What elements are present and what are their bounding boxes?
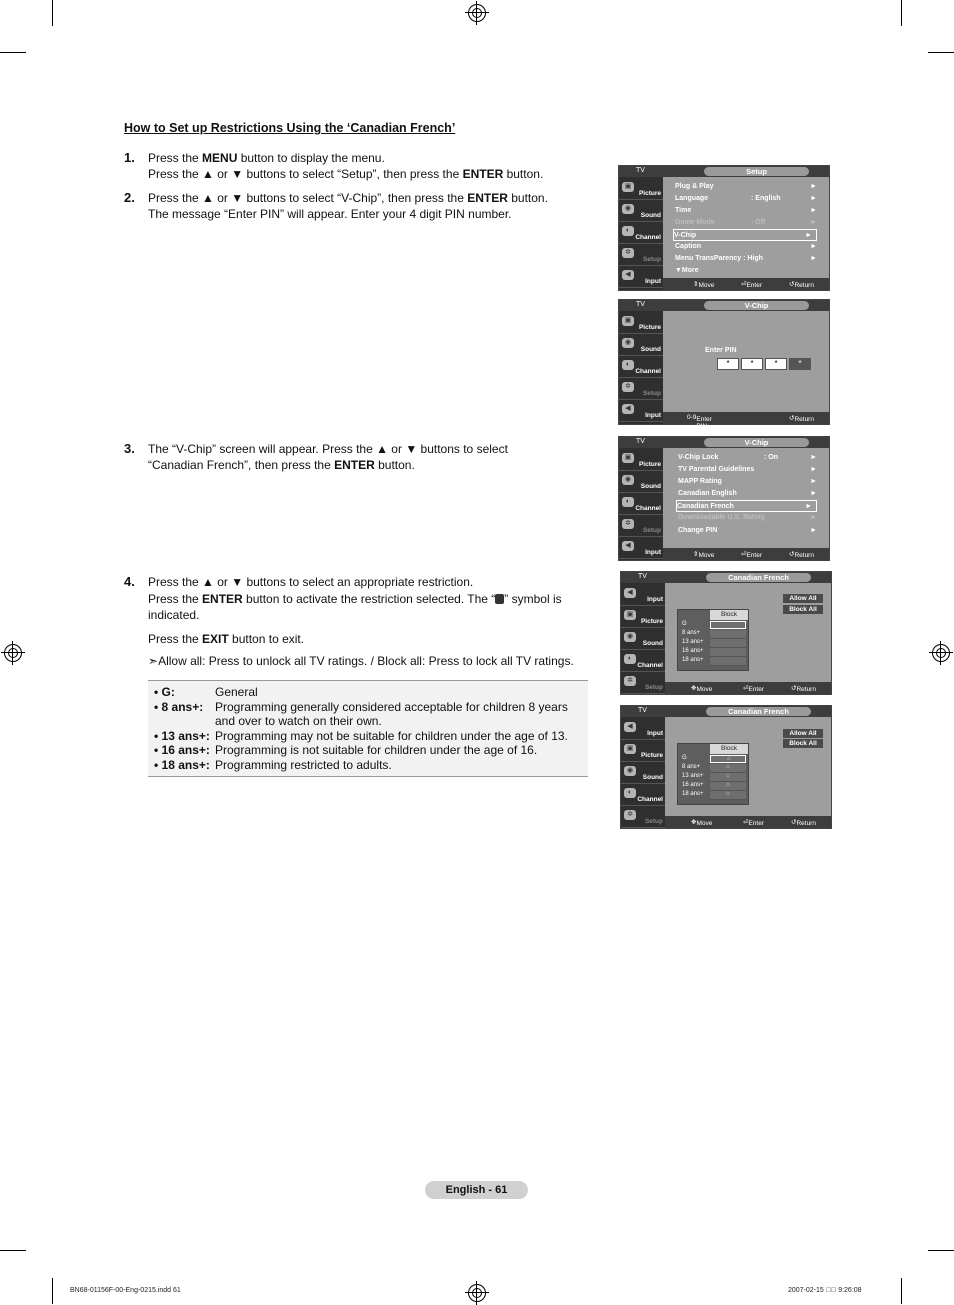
step-3-text: [148, 441, 608, 473]
tv-screen-pin: [618, 299, 830, 430]
tv-sidebar: [621, 717, 665, 828]
tv-menu-body: [663, 177, 829, 278]
side-item-setup[interactable]: ✲ Setup: [621, 673, 665, 694]
menu-item-time[interactable]: Time ►: [675, 205, 821, 217]
gear-icon: ✲: [624, 810, 636, 820]
arrow-right-icon: ►: [810, 454, 817, 461]
timestamp-slug: 2007-02-15 ￿￿ 9:26:08: [788, 1287, 862, 1294]
sound-icon: ◉: [624, 766, 636, 776]
menu-item-transparency[interactable]: Menu TransParency : High ►: [675, 253, 821, 265]
rating-key: 16 ans+:: [161, 743, 210, 757]
nav-enter: ⏎ Enter: [741, 551, 762, 559]
menu-item-tv-parental[interactable]: TV Parental Guidelines ►: [678, 464, 821, 476]
step-number: 3.: [124, 441, 135, 456]
nav-return: ↺ Return: [791, 819, 816, 827]
tv-bottom-bar: [663, 412, 829, 430]
arrow-right-icon: ►: [810, 183, 817, 190]
picture-icon: ▣: [624, 744, 636, 754]
block-header: Block: [710, 610, 748, 620]
rating-row: • 16 ans+: Programming is not suitable for children under the age of 16.: [148, 743, 588, 758]
arrow-right-icon: ►: [810, 466, 817, 473]
menu-item-language[interactable]: Language : English ►: [675, 193, 821, 205]
step-4-text: [148, 574, 588, 670]
menu-item-downloadable[interactable]: Downloadable U.S. Rating ►: [678, 512, 821, 524]
menu-item-canadian-french[interactable]: Canadian French ►: [676, 500, 817, 512]
pin-prompt: Enter PIN: [705, 347, 737, 354]
menu-item-more[interactable]: ▼More: [675, 267, 699, 274]
tv-menu-body: [663, 311, 829, 412]
pin-digit-2[interactable]: *: [741, 358, 763, 370]
nav-enter: ⏎ Enter: [741, 281, 762, 289]
text: Press the: [148, 631, 203, 646]
key-enter: ENTER: [334, 458, 375, 472]
side-item-channel[interactable]: ◐ Channel: [619, 494, 663, 515]
lock-icon: ⌂: [727, 756, 731, 762]
text: button to activate the restriction selected. The “: [242, 591, 496, 606]
rating-key: G:: [161, 685, 175, 699]
text: Press the ▲ or ▼ buttons to select “Setup”, then press the: [148, 167, 463, 181]
tv-screen-canadian-french-1: [620, 571, 832, 695]
menu-item-mapp[interactable]: MAPP Rating ►: [678, 476, 821, 488]
block-all-button[interactable]: Block All: [783, 605, 823, 614]
lock-icon: ⌂: [726, 773, 730, 779]
text: indicated.: [148, 608, 200, 622]
block-cell-16[interactable]: [710, 782, 746, 791]
side-item-picture[interactable]: ▣ Picture: [619, 450, 663, 471]
sound-icon: ◉: [622, 475, 634, 485]
page-number: English - 61: [425, 1181, 528, 1199]
pin-digit-4[interactable]: *: [789, 358, 811, 370]
registration-mark-icon: [4, 644, 22, 662]
nav-enter: ⏎ Enter: [743, 685, 764, 693]
side-item-picture[interactable]: ▣ Picture: [619, 313, 663, 334]
side-item-setup[interactable]: ✲ Setup: [619, 516, 663, 537]
text: button.: [374, 458, 415, 472]
nav-return: ↺ Return: [791, 685, 816, 693]
channel-icon: ◐: [624, 788, 636, 798]
text: button.: [507, 191, 548, 205]
level-label: G: [682, 755, 687, 761]
tv-label: TV: [636, 301, 645, 308]
section-heading: How to Set up Restrictions Using the ‘Canadian French’: [124, 121, 456, 135]
menu-item-game-mode[interactable]: Game Mode : Off ►: [675, 217, 821, 229]
tv-bottom-bar: [665, 682, 831, 694]
nav-return: ↺ Return: [789, 415, 814, 423]
tv-label: TV: [638, 573, 647, 580]
rating-desc: Programming generally considered acceptable for children 8 years and over to watch on their own.: [215, 699, 568, 728]
channel-icon: ◐: [622, 226, 634, 236]
tv-bottom-bar: [663, 548, 829, 560]
input-icon: ◀: [622, 404, 634, 414]
input-icon: ◀: [622, 541, 634, 551]
text: Press the: [148, 591, 203, 606]
arrow-right-icon: ►: [810, 219, 817, 226]
tv-bottom-bar: [663, 278, 829, 290]
tv-label: TV: [636, 167, 645, 174]
block-cell-16[interactable]: [710, 648, 746, 657]
input-icon: ◀: [624, 722, 636, 732]
block-cell-g[interactable]: [710, 621, 746, 629]
note-text: Allow all: Press to unlock all TV ratings. / Block all: Press to lock all TV ratings.: [158, 654, 574, 668]
lock-icon: ⌂: [726, 782, 730, 788]
picture-icon: ▣: [624, 610, 636, 620]
gear-icon: ✲: [622, 519, 634, 529]
lock-icon: ⌂: [726, 791, 730, 797]
key-menu: MENU: [202, 151, 238, 165]
file-slug: BN68-01156F-00-Eng-0215.indd 61: [70, 1287, 181, 1294]
side-item-sound[interactable]: ◉ Sound: [619, 335, 663, 356]
lock-icon: [495, 594, 504, 604]
block-cell-8[interactable]: [710, 764, 746, 773]
channel-icon: ◐: [622, 360, 634, 370]
channel-icon: ◐: [624, 654, 636, 664]
input-icon: ◀: [624, 588, 636, 598]
block-header: Block: [710, 744, 748, 754]
key-enter: ENTER: [462, 167, 504, 181]
gear-icon: ✲: [622, 382, 634, 392]
side-item-sound[interactable]: ◉ Sound: [619, 472, 663, 493]
arrow-right-icon: ►: [810, 243, 817, 250]
registration-mark-icon: [468, 1284, 486, 1302]
allow-all-button[interactable]: Allow All: [783, 729, 823, 738]
side-item-picture[interactable]: ▣ Picture: [621, 607, 665, 628]
side-item-input[interactable]: ◀ Input: [619, 267, 663, 288]
sound-icon: ◉: [624, 632, 636, 642]
side-item-sound[interactable]: ◉ Sound: [621, 763, 665, 784]
tv-sidebar: [621, 583, 665, 694]
nav-enter: ⏎ Enter: [743, 819, 764, 827]
step-number: 2.: [124, 190, 135, 205]
level-label: 16 ans+: [682, 782, 704, 788]
step-2-text: [148, 190, 608, 222]
block-cell-13[interactable]: [710, 639, 746, 648]
side-item-channel[interactable]: ◐ Channel: [619, 223, 663, 244]
sound-icon: ◉: [622, 338, 634, 348]
sound-icon: ◉: [622, 204, 634, 214]
block-table: [677, 743, 749, 805]
tv-menu-body: [665, 583, 831, 682]
tv-screen-vchip: [618, 436, 830, 561]
tv-label: TV: [638, 707, 647, 714]
menu-title: Canadian French: [706, 573, 811, 582]
gear-icon: ✲: [622, 248, 634, 258]
pin-digit-1[interactable]: *: [717, 358, 739, 370]
text: Press the ▲ or ▼ buttons to select an appropriate restriction.: [148, 575, 474, 589]
side-item-setup[interactable]: ✲ Setup: [619, 245, 663, 266]
nav-return: ↺ Return: [789, 551, 814, 559]
registration-mark-icon: [932, 644, 950, 662]
block-cell-g[interactable]: [710, 755, 746, 763]
level-label: 8 ans+: [682, 764, 701, 770]
side-item-input[interactable]: ◀ Input: [621, 585, 665, 606]
side-item-sound[interactable]: ◉ Sound: [621, 629, 665, 650]
menu-item-v-chip[interactable]: V-Chip ►: [673, 229, 817, 241]
step-number: 4.: [124, 574, 135, 589]
arrow-right-icon: ►: [810, 255, 817, 262]
lock-icon: ⌂: [726, 764, 730, 770]
rating-key: 13 ans+:: [161, 728, 210, 743]
level-label: G: [682, 621, 687, 627]
side-item-channel[interactable]: ◐ Channel: [621, 785, 665, 806]
rating-desc: General: [215, 685, 258, 699]
tv-sidebar: [619, 448, 663, 560]
menu-item-vchip-lock[interactable]: V-Chip Lock : On ►: [678, 452, 821, 464]
level-label: 16 ans+: [682, 648, 704, 654]
arrow-right-icon: ►: [810, 207, 817, 214]
tv-screen-canadian-french-2: [620, 705, 832, 829]
key-enter: ENTER: [202, 591, 243, 606]
side-item-input[interactable]: ◀ Input: [621, 719, 665, 740]
rating-desc: Programming restricted to adults.: [215, 757, 392, 772]
text: button to display the menu.: [237, 151, 385, 165]
text: Press the ▲ or ▼ buttons to select “V-Chip”, then press the: [148, 191, 468, 205]
side-item-input[interactable]: ◀ Input: [619, 538, 663, 559]
nav-return: ↺ Return: [789, 281, 814, 289]
side-item-picture[interactable]: ▣ Picture: [621, 741, 665, 762]
nav-enter-pin: 0-9 Enter PIN: [687, 414, 712, 430]
arrow-right-icon: ►: [810, 478, 817, 485]
side-item-channel[interactable]: ◐ Channel: [621, 651, 665, 672]
arrow-right-icon: ►: [810, 490, 817, 497]
input-icon: ◀: [622, 270, 634, 280]
rating-row: • 13 ans+: Programming may not be suitable for children under the age of 13.: [148, 729, 588, 744]
key-enter: ENTER: [467, 191, 508, 205]
nav-move: ⇕ Move: [693, 281, 715, 289]
block-cell-18[interactable]: [710, 791, 746, 800]
picture-icon: ▣: [622, 316, 634, 326]
level-label: 13 ans+: [682, 773, 704, 779]
tv-sidebar: [619, 311, 663, 424]
allow-all-button[interactable]: Allow All: [783, 594, 823, 603]
text: button.: [503, 167, 544, 181]
tv-sidebar: [619, 177, 663, 290]
step-number: 1.: [124, 150, 135, 165]
arrow-right-icon: ►: [805, 232, 812, 239]
arrow-right-icon: ►: [810, 527, 817, 534]
tv-bottom-bar: [665, 816, 831, 828]
side-item-setup[interactable]: ✲ Setup: [619, 379, 663, 400]
rating-key: 18 ans+:: [161, 757, 210, 772]
rating-desc: Programming may not be suitable for children under the age of 13.: [215, 728, 568, 743]
side-item-input[interactable]: ◀ Input: [619, 401, 663, 422]
menu-item-plug-play[interactable]: Plug & Play ►: [675, 181, 821, 193]
block-cell-8[interactable]: [710, 630, 746, 639]
nav-move: ✥ Move: [691, 685, 713, 693]
registration-mark-icon: [468, 4, 486, 22]
arrow-right-icon: ►: [810, 195, 817, 202]
block-table: [677, 609, 749, 671]
picture-icon: ▣: [622, 453, 634, 463]
rating-row: • 8 ans+: Programming generally considered acceptable for children 8 years and over to watch on their own.: [148, 700, 588, 729]
menu-title: Canadian French: [706, 707, 811, 716]
text: button to exit.: [228, 631, 305, 646]
ratings-info-box: [148, 680, 588, 777]
arrow-right-icon: ►: [805, 503, 812, 510]
text: The message “Enter PIN” will appear. Enter your 4 digit PIN number.: [148, 207, 512, 221]
side-item-sound[interactable]: ◉ Sound: [619, 201, 663, 222]
rating-row: • G: General: [148, 685, 588, 700]
menu-item-change-pin[interactable]: Change PIN ►: [678, 525, 821, 537]
menu-item-caption[interactable]: Caption ►: [675, 241, 821, 253]
side-item-setup[interactable]: ✲ Setup: [621, 807, 665, 828]
nav-move: ⇕ Move: [693, 551, 715, 559]
nav-move: ✥ Move: [691, 819, 713, 827]
text: Press the: [148, 151, 203, 165]
level-label: 8 ans+: [682, 630, 701, 636]
level-label: 13 ans+: [682, 639, 704, 645]
gear-icon: ✲: [624, 676, 636, 686]
menu-title: Setup: [704, 167, 809, 176]
menu-item-canadian-english[interactable]: Canadian English ►: [678, 488, 821, 500]
side-item-channel[interactable]: ◐ Channel: [619, 357, 663, 378]
level-label: 18 ans+: [682, 657, 704, 663]
menu-title: V-Chip: [704, 301, 809, 310]
arrow-right-icon: ►: [810, 514, 817, 521]
menu-title: V-Chip: [704, 438, 809, 447]
pin-digit-3[interactable]: *: [765, 358, 787, 370]
rating-key: 8 ans+:: [161, 699, 204, 714]
text: ” symbol is: [504, 591, 562, 606]
picture-icon: ▣: [622, 182, 634, 192]
block-cell-18[interactable]: [710, 657, 746, 666]
level-label: 18 ans+: [682, 791, 704, 797]
key-exit: EXIT: [202, 631, 229, 646]
text: “Canadian French”, then press the: [148, 458, 335, 472]
text: The “V-Chip” screen will appear. Press the ▲ or ▼ buttons to select: [148, 442, 508, 456]
block-cell-13[interactable]: [710, 773, 746, 782]
block-all-button[interactable]: Block All: [783, 739, 823, 748]
tv-label: TV: [636, 438, 645, 445]
tv-menu-body: [663, 448, 829, 548]
tv-menu-body: [665, 717, 831, 816]
rating-row: • 18 ans+: Programming restricted to adults.: [148, 758, 588, 773]
step-1-text: [148, 150, 608, 182]
rating-desc: Programming is not suitable for children under the age of 16.: [215, 743, 538, 757]
channel-icon: ◐: [622, 497, 634, 507]
tv-screen-setup: [618, 165, 830, 291]
note-arrow-icon: ➣: [148, 654, 159, 668]
side-item-picture[interactable]: ▣ Picture: [619, 179, 663, 200]
